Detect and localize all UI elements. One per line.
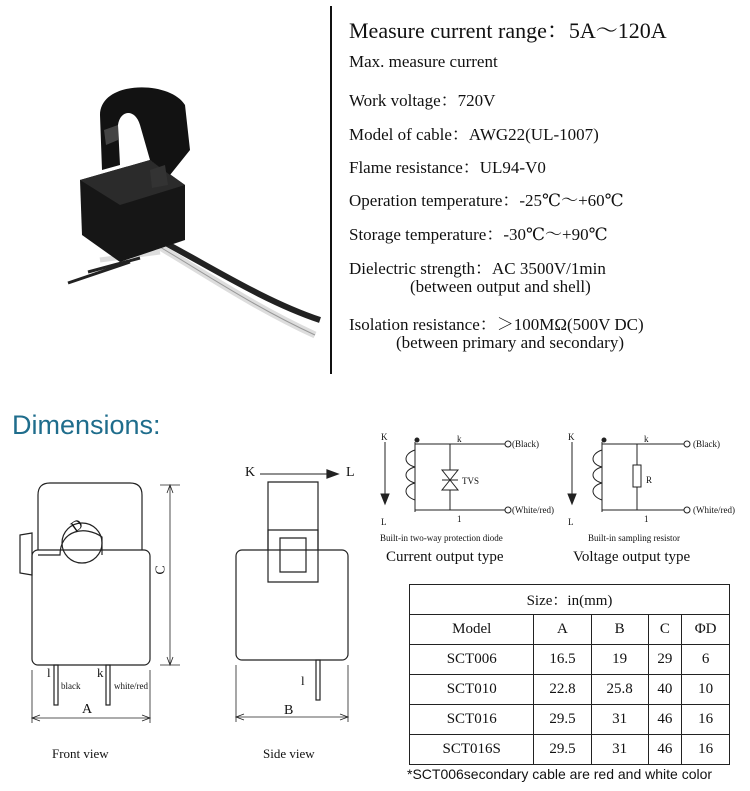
spec-operation-temperature: Operation temperature：-25℃～+60℃ [349,191,624,210]
table-row [410,735,730,765]
side-label-l: L [346,465,355,480]
front-label-l: l [47,665,51,680]
table-cell: 29.5 [534,705,591,735]
dimensions-title: Dimensions: [12,410,161,440]
current-label-k: k [457,434,462,444]
product-photo [0,0,330,300]
front-label-d: D [68,516,87,536]
table-cell: SCT006 [410,645,534,675]
table-cell: SCT010 [410,675,534,705]
spec-flame-resistance: Flame resistance：UL94-V0 [349,158,546,177]
voltage-subcaption: Built-in sampling resistor [588,533,680,543]
current-black: (Black) [512,439,539,449]
voltage-label-1: 1 [644,514,649,524]
voltage-black: (Black) [693,439,720,449]
table-cell: 46 [648,705,682,735]
table-header-row [410,615,730,645]
table-cell: 31 [591,735,648,765]
spec-dielectric-note: (between output and shell) [410,277,591,296]
side-label-k: K [245,465,256,480]
column-header: Model [410,615,534,645]
side-view-caption: Side view [263,746,315,761]
voltage-caption: Voltage output type [573,549,691,565]
table-cell: 31 [591,705,648,735]
spec-cable-model: Model of cable：AWG22(UL-1007) [349,125,599,144]
current-tvs: TVS [462,476,480,486]
column-header: A [534,615,591,645]
table-cell: 40 [648,675,682,705]
front-wire-white: white/red [114,681,148,691]
column-header: C [648,615,682,645]
table-cell: 29.5 [534,735,591,765]
side-label-lower-l: l [301,673,305,688]
current-label-1: 1 [457,514,462,524]
spec-isolation-resistance: Isolation resistance：＞100MΩ(500V DC) [349,315,644,334]
side-label-b: B [284,703,294,718]
front-view-drawing [10,475,200,745]
table-row [410,645,730,675]
spec-storage-temperature: Storage temperature：-30℃～+90℃ [349,225,608,244]
voltage-white: (White/red) [693,505,735,515]
table-cell: 16.5 [534,645,591,675]
spec-max-current: Max. measure current [349,52,498,71]
current-label-K: K [381,432,388,442]
vertical-divider [330,6,332,374]
table-cell: 29 [648,645,682,675]
current-caption: Current output type [386,549,504,565]
spec-isolation-note: (between primary and secondary) [396,333,624,352]
table-cell: 16 [682,735,730,765]
table-cell: 16 [682,705,730,735]
table-cell: 19 [591,645,648,675]
size-table-title: Size：in(mm) [410,585,730,615]
table-cell: 22.8 [534,675,591,705]
table-row [410,675,730,705]
front-label-k: k [97,665,104,680]
column-header: ΦD [682,615,730,645]
table-cell: 46 [648,735,682,765]
size-table [409,584,730,765]
spec-current-range: Measure current range：5A～120A [349,18,667,43]
table-row [410,705,730,735]
spec-work-voltage: Work voltage：720V [349,91,496,110]
voltage-label-K: K [568,432,575,442]
voltage-label-L: L [568,517,574,527]
table-cell: 25.8 [591,675,648,705]
table-cell: SCT016 [410,705,534,735]
voltage-resistor: R [646,475,653,485]
table-cell: SCT016S [410,735,534,765]
spec-dielectric-strength: Dielectric strength：AC 3500V/1min [349,259,606,278]
front-wire-black: black [61,681,81,691]
table-cell: 6 [682,645,730,675]
voltage-label-k: k [644,434,649,444]
table-cell: 10 [682,675,730,705]
current-subcaption: Built-in two-way protection diode [380,533,503,543]
side-view-drawing [230,460,370,720]
column-header: B [591,615,648,645]
current-white: (White/red) [512,505,554,515]
front-label-a: A [82,702,93,717]
footnote: *SCT006secondary cable are red and white color [407,766,713,782]
front-view-caption: Front view [52,746,109,761]
current-label-L: L [381,517,387,527]
front-label-c: C [153,565,169,575]
